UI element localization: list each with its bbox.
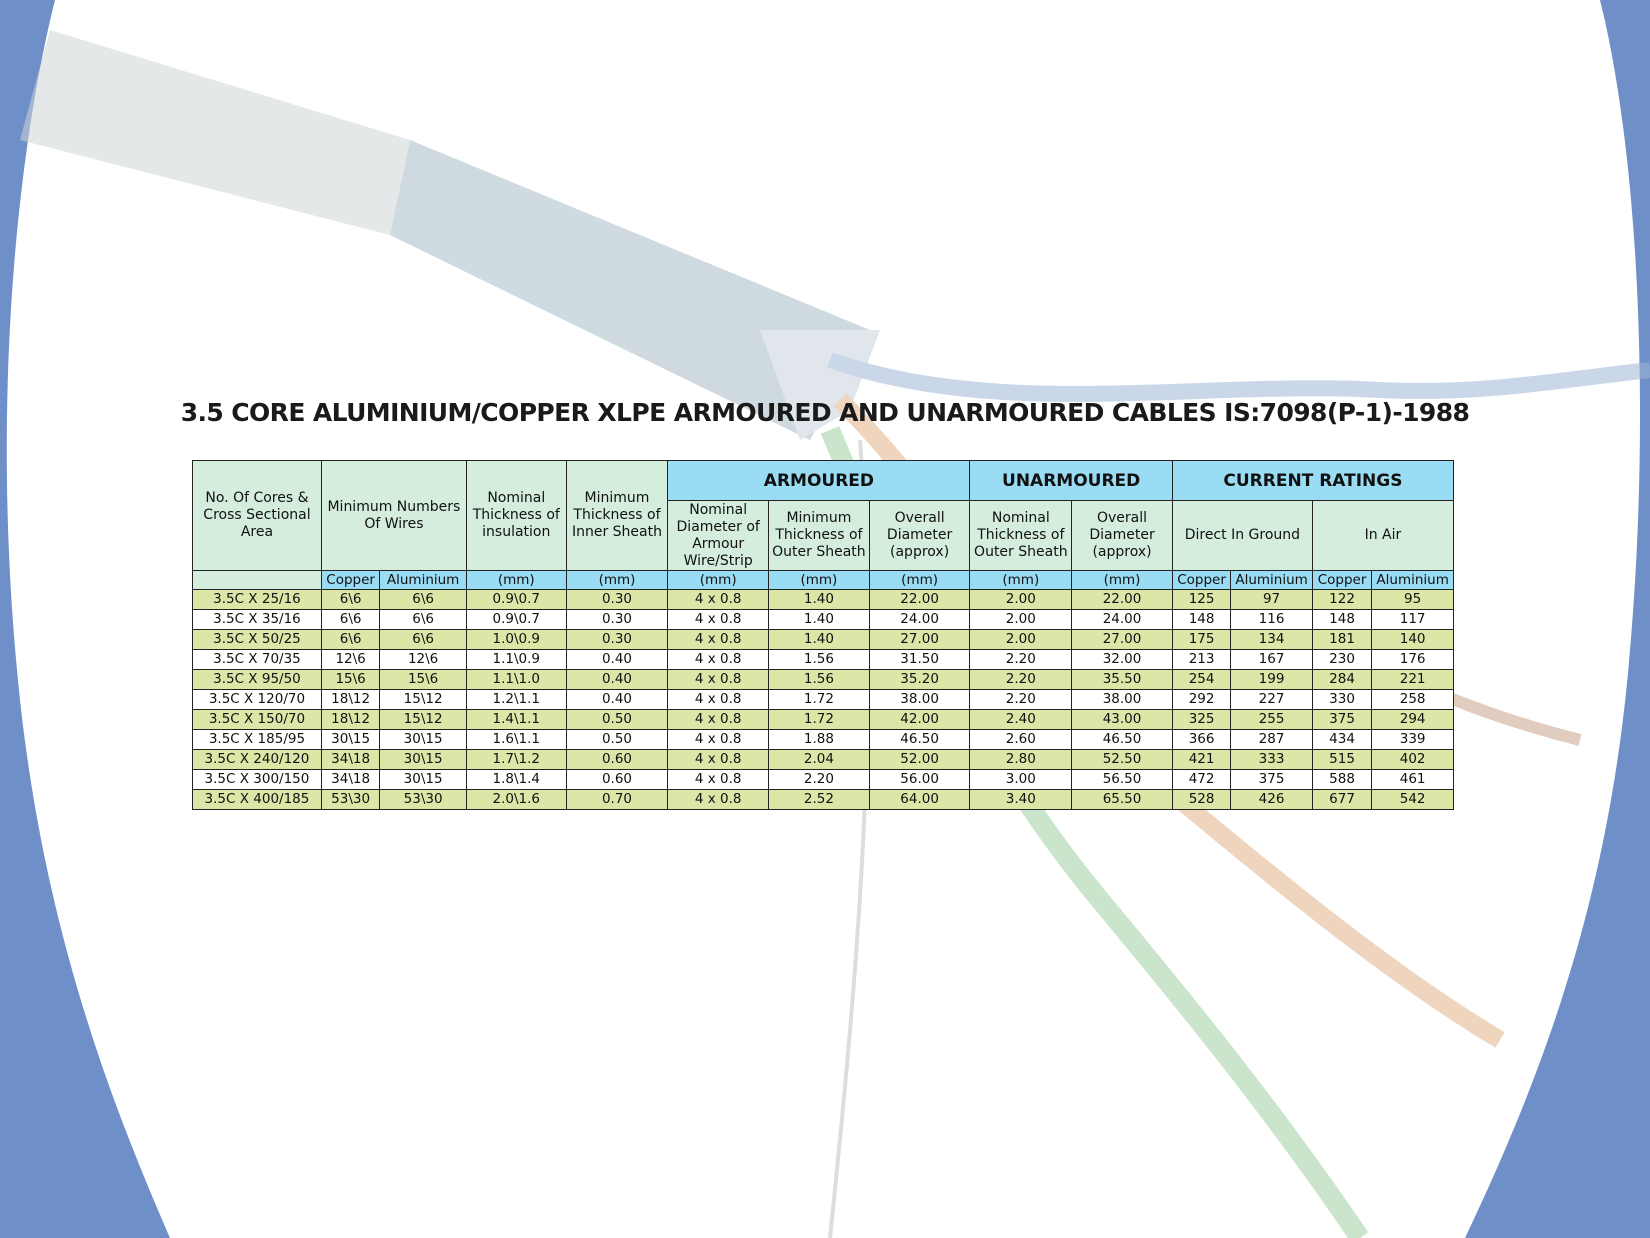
cell-ground-aluminium: 167 bbox=[1231, 650, 1313, 670]
unit-arm-overall-mm: (mm) bbox=[869, 571, 970, 590]
cell-arm-outer-sheath: 1.56 bbox=[769, 670, 870, 690]
right-side-band bbox=[1465, 0, 1650, 1238]
cell-inner-sheath: 0.30 bbox=[566, 630, 668, 650]
cell-air-copper: 330 bbox=[1312, 690, 1371, 710]
cell-air-aluminium: 294 bbox=[1372, 710, 1454, 730]
cell-size: 3.5C X 400/185 bbox=[193, 790, 322, 810]
cell-ground-copper: 472 bbox=[1172, 770, 1230, 790]
cell-size: 3.5C X 300/150 bbox=[193, 770, 322, 790]
cell-air-copper: 181 bbox=[1312, 630, 1371, 650]
cell-inner-sheath: 0.50 bbox=[566, 710, 668, 730]
cell-ground-copper: 213 bbox=[1172, 650, 1230, 670]
cell-armour-dia: 4 x 0.8 bbox=[668, 630, 769, 650]
cell-air-aluminium: 117 bbox=[1372, 610, 1454, 630]
unit-inner-sheath-mm: (mm) bbox=[566, 571, 668, 590]
cell-ground-aluminium: 333 bbox=[1231, 750, 1313, 770]
cell-unarm-outer-sheath: 2.00 bbox=[970, 610, 1072, 630]
cell-armour-dia: 4 x 0.8 bbox=[668, 650, 769, 670]
table-row bbox=[193, 770, 1454, 790]
cell-arm-overall: 35.20 bbox=[869, 670, 970, 690]
cell-arm-overall: 27.00 bbox=[869, 630, 970, 650]
cable-outer-jacket bbox=[20, 30, 410, 235]
cell-inner-sheath: 0.60 bbox=[566, 750, 668, 770]
cell-armour-dia: 4 x 0.8 bbox=[668, 790, 769, 810]
cell-unarm-overall: 35.50 bbox=[1072, 670, 1173, 690]
cell-wires-copper: 53\30 bbox=[321, 790, 379, 810]
cell-arm-outer-sheath: 1.40 bbox=[769, 590, 870, 610]
cell-arm-overall: 31.50 bbox=[869, 650, 970, 670]
cell-wires-aluminium: 30\15 bbox=[380, 730, 467, 750]
table-row bbox=[193, 690, 1454, 710]
table-row bbox=[193, 790, 1454, 810]
cell-air-aluminium: 402 bbox=[1372, 750, 1454, 770]
table-row bbox=[193, 670, 1454, 690]
cell-insulation: 1.0\0.9 bbox=[466, 630, 566, 650]
cell-ground-aluminium: 426 bbox=[1231, 790, 1313, 810]
unit-unarm-outer-sheath-mm: (mm) bbox=[970, 571, 1072, 590]
cell-wires-copper: 6\6 bbox=[321, 610, 379, 630]
cell-arm-outer-sheath: 1.40 bbox=[769, 610, 870, 630]
cell-inner-sheath: 0.30 bbox=[566, 610, 668, 630]
cell-unarm-outer-sheath: 2.20 bbox=[970, 650, 1072, 670]
table-row bbox=[193, 630, 1454, 650]
cell-air-aluminium: 176 bbox=[1372, 650, 1454, 670]
cell-wires-aluminium: 6\6 bbox=[380, 630, 467, 650]
cell-air-aluminium: 221 bbox=[1372, 670, 1454, 690]
cell-ground-copper: 175 bbox=[1172, 630, 1230, 650]
cell-inner-sheath: 0.70 bbox=[566, 790, 668, 810]
header-cores: No. Of Cores & Cross Sectional Area bbox=[193, 461, 322, 571]
page-title: 3.5 CORE ALUMINIUM/COPPER XLPE ARMOURED AND UNARMOURED CABLES IS:7098(P-1)-1988 bbox=[180, 398, 1470, 427]
cell-arm-overall: 64.00 bbox=[869, 790, 970, 810]
cell-air-copper: 122 bbox=[1312, 590, 1371, 610]
cell-wires-copper: 6\6 bbox=[321, 590, 379, 610]
cell-air-copper: 515 bbox=[1312, 750, 1371, 770]
cell-inner-sheath: 0.40 bbox=[566, 650, 668, 670]
cell-air-aluminium: 95 bbox=[1372, 590, 1454, 610]
unit-wires-aluminium: Aluminium bbox=[380, 571, 467, 590]
cell-wires-aluminium: 15\12 bbox=[380, 710, 467, 730]
header-inner-sheath: Minimum Thickness of Inner Sheath bbox=[566, 461, 668, 571]
cell-unarm-outer-sheath: 2.00 bbox=[970, 630, 1072, 650]
cell-size: 3.5C X 25/16 bbox=[193, 590, 322, 610]
cell-wires-copper: 18\12 bbox=[321, 710, 379, 730]
cell-armour-dia: 4 x 0.8 bbox=[668, 710, 769, 730]
cell-inner-sheath: 0.60 bbox=[566, 770, 668, 790]
cell-unarm-outer-sheath: 2.00 bbox=[970, 590, 1072, 610]
cell-arm-overall: 38.00 bbox=[869, 690, 970, 710]
cell-wires-copper: 12\6 bbox=[321, 650, 379, 670]
cell-ground-copper: 292 bbox=[1172, 690, 1230, 710]
unit-blank bbox=[193, 571, 322, 590]
header-direct-ground: Direct In Ground bbox=[1172, 501, 1312, 571]
header-current-ratings: CURRENT RATINGS bbox=[1172, 461, 1453, 501]
cell-size: 3.5C X 70/35 bbox=[193, 650, 322, 670]
cell-air-aluminium: 258 bbox=[1372, 690, 1454, 710]
cell-armour-dia: 4 x 0.8 bbox=[668, 590, 769, 610]
cell-unarm-outer-sheath: 2.40 bbox=[970, 710, 1072, 730]
cell-arm-overall: 56.00 bbox=[869, 770, 970, 790]
cell-arm-outer-sheath: 2.20 bbox=[769, 770, 870, 790]
table-row bbox=[193, 590, 1454, 610]
cell-armour-dia: 4 x 0.8 bbox=[668, 670, 769, 690]
cell-armour-dia: 4 x 0.8 bbox=[668, 690, 769, 710]
header-insulation: Nominal Thickness of insulation bbox=[466, 461, 566, 571]
cell-insulation: 1.4\1.1 bbox=[466, 710, 566, 730]
cell-unarm-overall: 27.00 bbox=[1072, 630, 1173, 650]
table-row bbox=[193, 650, 1454, 670]
header-unarmoured: UNARMOURED bbox=[970, 461, 1172, 501]
header-in-air: In Air bbox=[1312, 501, 1453, 571]
cell-ground-aluminium: 134 bbox=[1231, 630, 1313, 650]
twisted-pair-blue bbox=[830, 360, 1650, 394]
cell-ground-aluminium: 97 bbox=[1231, 590, 1313, 610]
header-unarm-outer-sheath: Nominal Thickness of Outer Sheath bbox=[970, 501, 1072, 571]
cell-size: 3.5C X 185/95 bbox=[193, 730, 322, 750]
cell-unarm-outer-sheath: 2.20 bbox=[970, 690, 1072, 710]
cell-insulation: 0.9\0.7 bbox=[466, 590, 566, 610]
cable-spec-table bbox=[192, 460, 1454, 810]
cell-unarm-overall: 46.50 bbox=[1072, 730, 1173, 750]
cell-air-copper: 588 bbox=[1312, 770, 1371, 790]
cell-air-aluminium: 339 bbox=[1372, 730, 1454, 750]
cell-size: 3.5C X 120/70 bbox=[193, 690, 322, 710]
header-unarm-overall: Overall Diameter (approx) bbox=[1072, 501, 1173, 571]
cell-wires-copper: 34\18 bbox=[321, 750, 379, 770]
cell-armour-dia: 4 x 0.8 bbox=[668, 730, 769, 750]
cell-unarm-overall: 56.50 bbox=[1072, 770, 1173, 790]
unit-air-copper: Copper bbox=[1312, 571, 1371, 590]
cell-ground-aluminium: 116 bbox=[1231, 610, 1313, 630]
unit-unarm-overall-mm: (mm) bbox=[1072, 571, 1173, 590]
cell-wires-aluminium: 6\6 bbox=[380, 590, 467, 610]
cell-air-copper: 148 bbox=[1312, 610, 1371, 630]
cell-wires-aluminium: 53\30 bbox=[380, 790, 467, 810]
cell-insulation: 1.7\1.2 bbox=[466, 750, 566, 770]
cell-ground-aluminium: 375 bbox=[1231, 770, 1313, 790]
cell-inner-sheath: 0.30 bbox=[566, 590, 668, 610]
cell-inner-sheath: 0.40 bbox=[566, 690, 668, 710]
cell-size: 3.5C X 150/70 bbox=[193, 710, 322, 730]
cell-size: 3.5C X 50/25 bbox=[193, 630, 322, 650]
cell-wires-copper: 18\12 bbox=[321, 690, 379, 710]
cell-unarm-outer-sheath: 3.40 bbox=[970, 790, 1072, 810]
cell-air-aluminium: 461 bbox=[1372, 770, 1454, 790]
cell-armour-dia: 4 x 0.8 bbox=[668, 750, 769, 770]
cell-ground-copper: 528 bbox=[1172, 790, 1230, 810]
cell-air-copper: 230 bbox=[1312, 650, 1371, 670]
header-armour-dia: Nominal Diameter of Armour Wire/Strip bbox=[668, 501, 769, 571]
cell-unarm-outer-sheath: 2.20 bbox=[970, 670, 1072, 690]
cell-arm-outer-sheath: 1.72 bbox=[769, 690, 870, 710]
cell-wires-copper: 30\15 bbox=[321, 730, 379, 750]
unit-air-aluminium: Aluminium bbox=[1372, 571, 1454, 590]
cell-wires-aluminium: 30\15 bbox=[380, 770, 467, 790]
table-row bbox=[193, 750, 1454, 770]
cell-wires-copper: 6\6 bbox=[321, 630, 379, 650]
cell-ground-copper: 125 bbox=[1172, 590, 1230, 610]
table-row bbox=[193, 730, 1454, 750]
cell-ground-copper: 325 bbox=[1172, 710, 1230, 730]
cell-ground-copper: 254 bbox=[1172, 670, 1230, 690]
cell-ground-copper: 421 bbox=[1172, 750, 1230, 770]
cell-inner-sheath: 0.40 bbox=[566, 670, 668, 690]
cell-wires-aluminium: 12\6 bbox=[380, 650, 467, 670]
table-row bbox=[193, 610, 1454, 630]
cell-arm-overall: 52.00 bbox=[869, 750, 970, 770]
cell-arm-overall: 46.50 bbox=[869, 730, 970, 750]
cell-size: 3.5C X 95/50 bbox=[193, 670, 322, 690]
unit-ground-aluminium: Aluminium bbox=[1231, 571, 1313, 590]
cell-ground-aluminium: 199 bbox=[1231, 670, 1313, 690]
cell-wires-aluminium: 15\12 bbox=[380, 690, 467, 710]
unit-ground-copper: Copper bbox=[1172, 571, 1230, 590]
cell-armour-dia: 4 x 0.8 bbox=[668, 770, 769, 790]
unit-arm-outer-sheath-mm: (mm) bbox=[769, 571, 870, 590]
cell-unarm-overall: 43.00 bbox=[1072, 710, 1173, 730]
cell-unarm-outer-sheath: 2.60 bbox=[970, 730, 1072, 750]
header-arm-outer-sheath: Minimum Thickness of Outer Sheath bbox=[769, 501, 870, 571]
cell-arm-outer-sheath: 2.52 bbox=[769, 790, 870, 810]
cell-air-aluminium: 140 bbox=[1372, 630, 1454, 650]
cell-wires-copper: 34\18 bbox=[321, 770, 379, 790]
cell-arm-overall: 42.00 bbox=[869, 710, 970, 730]
cell-insulation: 1.1\0.9 bbox=[466, 650, 566, 670]
cell-arm-outer-sheath: 1.72 bbox=[769, 710, 870, 730]
table-body bbox=[193, 590, 1454, 810]
cell-armour-dia: 4 x 0.8 bbox=[668, 610, 769, 630]
table-row bbox=[193, 710, 1454, 730]
cell-arm-outer-sheath: 1.40 bbox=[769, 630, 870, 650]
cell-wires-copper: 15\6 bbox=[321, 670, 379, 690]
cell-unarm-outer-sheath: 2.80 bbox=[970, 750, 1072, 770]
cell-air-copper: 434 bbox=[1312, 730, 1371, 750]
cell-air-copper: 375 bbox=[1312, 710, 1371, 730]
cell-arm-outer-sheath: 1.88 bbox=[769, 730, 870, 750]
cell-unarm-overall: 38.00 bbox=[1072, 690, 1173, 710]
cell-insulation: 1.8\1.4 bbox=[466, 770, 566, 790]
cell-wires-aluminium: 30\15 bbox=[380, 750, 467, 770]
unit-armour-dia-mm: (mm) bbox=[668, 571, 769, 590]
cell-insulation: 0.9\0.7 bbox=[466, 610, 566, 630]
cell-unarm-outer-sheath: 3.00 bbox=[970, 770, 1072, 790]
cell-arm-overall: 22.00 bbox=[869, 590, 970, 610]
cell-arm-overall: 24.00 bbox=[869, 610, 970, 630]
header-min-wires: Minimum Numbers Of Wires bbox=[321, 461, 466, 571]
cell-ground-copper: 366 bbox=[1172, 730, 1230, 750]
header-arm-overall: Overall Diameter (approx) bbox=[869, 501, 970, 571]
unit-insulation-mm: (mm) bbox=[466, 571, 566, 590]
left-side-band bbox=[0, 0, 170, 1238]
cell-ground-aluminium: 255 bbox=[1231, 710, 1313, 730]
unit-wires-copper: Copper bbox=[321, 571, 379, 590]
header-armoured: ARMOURED bbox=[668, 461, 970, 501]
cell-arm-outer-sheath: 2.04 bbox=[769, 750, 870, 770]
cell-unarm-overall: 22.00 bbox=[1072, 590, 1173, 610]
cell-insulation: 1.6\1.1 bbox=[466, 730, 566, 750]
cell-ground-aluminium: 287 bbox=[1231, 730, 1313, 750]
cell-wires-aluminium: 6\6 bbox=[380, 610, 467, 630]
cell-wires-aluminium: 15\6 bbox=[380, 670, 467, 690]
cell-unarm-overall: 65.50 bbox=[1072, 790, 1173, 810]
cell-air-copper: 677 bbox=[1312, 790, 1371, 810]
cell-size: 3.5C X 240/120 bbox=[193, 750, 322, 770]
cell-insulation: 1.1\1.0 bbox=[466, 670, 566, 690]
cell-arm-outer-sheath: 1.56 bbox=[769, 650, 870, 670]
cell-air-copper: 284 bbox=[1312, 670, 1371, 690]
cell-insulation: 1.2\1.1 bbox=[466, 690, 566, 710]
cell-insulation: 2.0\1.6 bbox=[466, 790, 566, 810]
cell-unarm-overall: 32.00 bbox=[1072, 650, 1173, 670]
cell-unarm-overall: 24.00 bbox=[1072, 610, 1173, 630]
cell-ground-aluminium: 227 bbox=[1231, 690, 1313, 710]
cell-air-aluminium: 542 bbox=[1372, 790, 1454, 810]
cell-unarm-overall: 52.50 bbox=[1072, 750, 1173, 770]
cell-ground-copper: 148 bbox=[1172, 610, 1230, 630]
cell-inner-sheath: 0.50 bbox=[566, 730, 668, 750]
cell-size: 3.5C X 35/16 bbox=[193, 610, 322, 630]
